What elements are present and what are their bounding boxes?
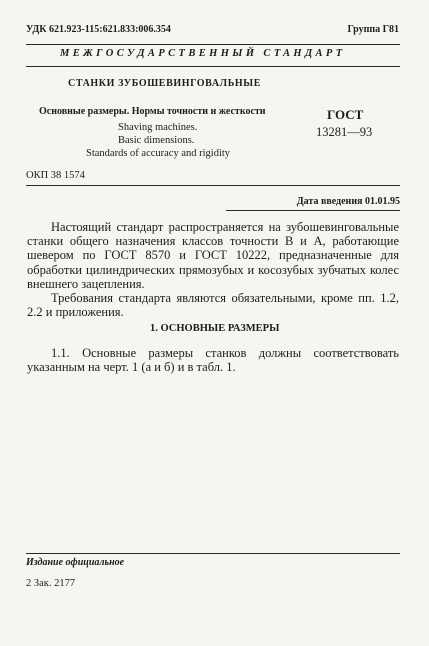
section-text-block [27,346,399,374]
udc-code: УДК 621.923-115:621.833:006.354 [26,24,171,35]
official-edition: Издание официальное [26,557,125,568]
standard-subtitle: Основные размеры. Нормы точности и жесткости [39,106,266,117]
paragraph-requirements: Требования стандарта являются обязательными, кроме пп. 1.2, 2.2 и приложения. [27,291,399,320]
footer-rule [26,553,400,554]
english-title-line-1: Shaving machines. [118,122,198,133]
banner-top-rule [26,44,400,45]
intro-text [27,220,399,319]
okp-code: ОКП 38 1574 [26,170,85,181]
gost-number: 13281—93 [316,125,373,139]
group-code: Группа Г81 [347,24,399,35]
effective-date: Дата введения 01.01.95 [296,196,400,207]
section-heading: 1. ОСНОВНЫЕ РАЗМЕРЫ [150,323,280,334]
banner-bottom-rule [26,66,400,67]
order-number: 2 Зак. 2177 [26,578,76,589]
okp-rule [26,185,400,186]
date-rule [226,210,400,211]
gost-label: ГОСТ [327,107,364,122]
paragraph-scope: Настоящий стандарт распространяется на зубошевинговальные станки общего назначения классов точности В и А, работающие шевером по ГОСТ 8570 и ГОСТ 10222, предназначенные для обработки цилиндрических прямозубых и косозубых зубчатых колес внешнего зацепления. [27,220,399,291]
standard-title: СТАНКИ ЗУБОШЕВИНГОВАЛЬНЫЕ [68,78,261,89]
english-title-line-3: Standards of accuracy and rigidity [86,148,231,159]
english-title-line-2: Basic dimensions. [118,135,195,146]
paragraph-1-1: 1.1. Основные размеры станков должны соответствовать указанным на черт. 1 (а и б) и в табл. 1. [27,346,399,375]
standard-banner: МЕЖГОСУДАРСТВЕННЫЙ СТАНДАРТ [60,48,346,59]
